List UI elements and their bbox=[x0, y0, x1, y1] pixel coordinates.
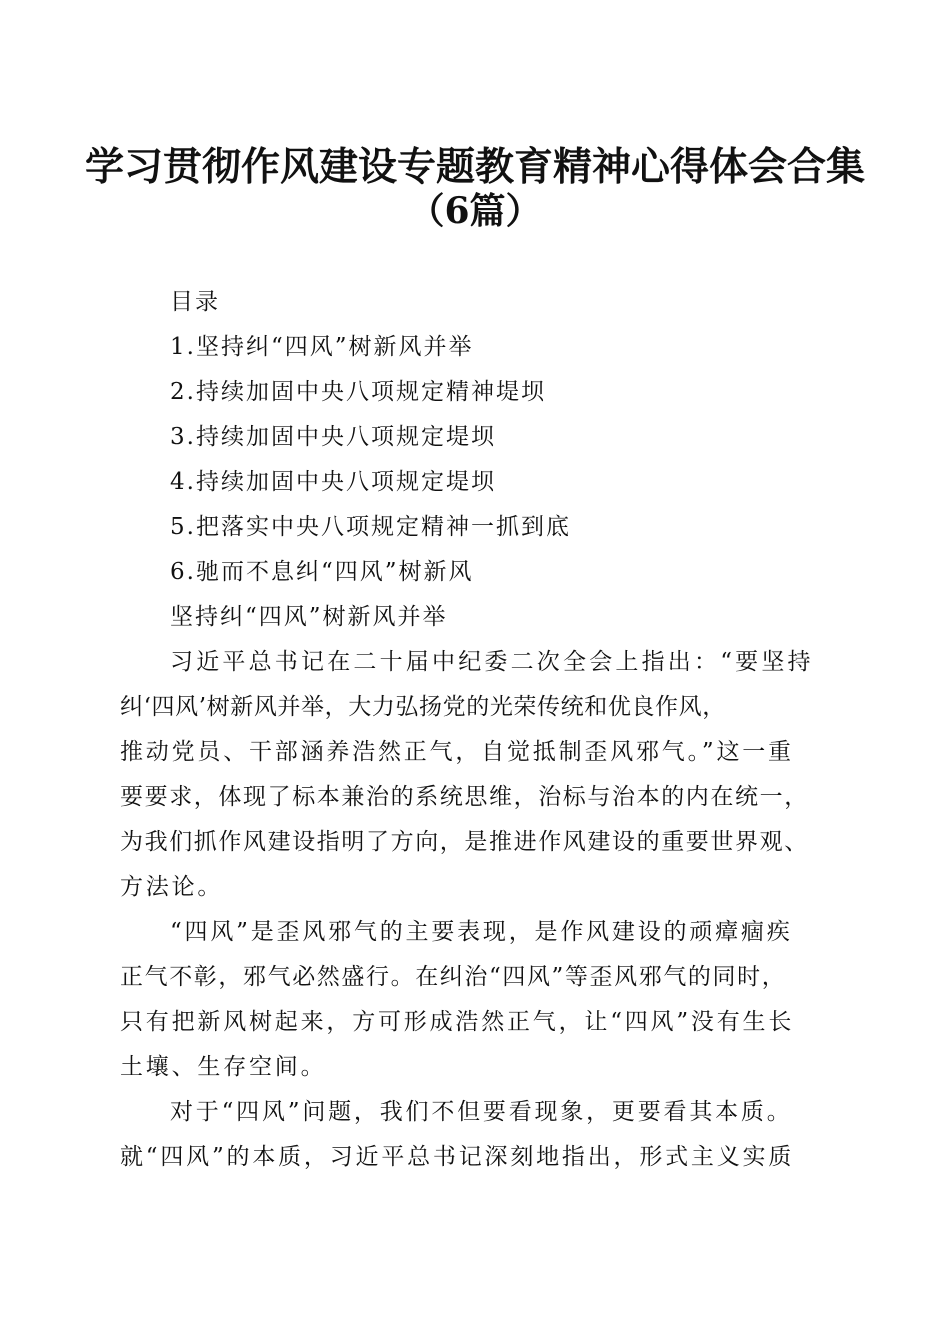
toc-item: 5.把落实中央八项规定精神一抓到底 bbox=[170, 514, 571, 540]
toc-heading: 目录 bbox=[170, 289, 220, 315]
paragraph-line: 为我们抓作风建设指明了方向，是推进作风建设的重要世界观、 bbox=[120, 829, 809, 855]
paragraph-line: 对于“四风”问题，我们不但要看现象，更要看其本质。 bbox=[170, 1099, 793, 1125]
paragraph-line: 习近平总书记在二十届中纪委二次全会上指出：“要坚持 bbox=[170, 649, 814, 675]
paragraph-line: 方法论。 bbox=[120, 874, 224, 900]
paragraph-line: 要要求，体现了标本兼治的系统思维，治标与治本的内在统一， bbox=[120, 784, 809, 810]
article-heading: 坚持纠“四风”树新风并举 bbox=[170, 604, 448, 630]
document-title: 学习贯彻作风建设专题教育精神心得体会合集 bbox=[84, 144, 865, 190]
paragraph-line: 土壤、生存空间。 bbox=[120, 1054, 327, 1080]
paragraph-line: 正气不彰，邪气必然盛行。在纠治“四风”等歪风邪气的同时， bbox=[120, 964, 787, 990]
paragraph-line: 推动党员、干部涵养浩然正气，自觉抵制歪风邪气。”这一重 bbox=[120, 739, 794, 765]
toc-item: 6.驰而不息纠“四风”树新风 bbox=[170, 559, 474, 585]
paragraph-line: 就“四风”的本质，习近平总书记深刻地指出，形式主义实质 bbox=[120, 1144, 795, 1170]
toc-item: 2.持续加固中央八项规定精神堤坝 bbox=[170, 379, 546, 405]
paragraph-line: “四风”是歪风邪气的主要表现，是作风建设的顽瘴痼疾 bbox=[170, 919, 793, 945]
toc-item: 1.坚持纠“四风”树新风并举 bbox=[170, 334, 474, 360]
document-title-subtitle: （6篇） bbox=[408, 190, 542, 232]
toc-item: 4.持续加固中央八项规定堤坝 bbox=[170, 469, 496, 495]
paragraph-line: 只有把新风树起来，方可形成浩然正气，让“四风”没有生长 bbox=[120, 1009, 795, 1035]
paragraph-line: 纠‘四风’树新风并举，大力弘扬党的光荣传统和优良作风， bbox=[120, 694, 726, 720]
toc-item: 3.持续加固中央八项规定堤坝 bbox=[170, 424, 496, 450]
